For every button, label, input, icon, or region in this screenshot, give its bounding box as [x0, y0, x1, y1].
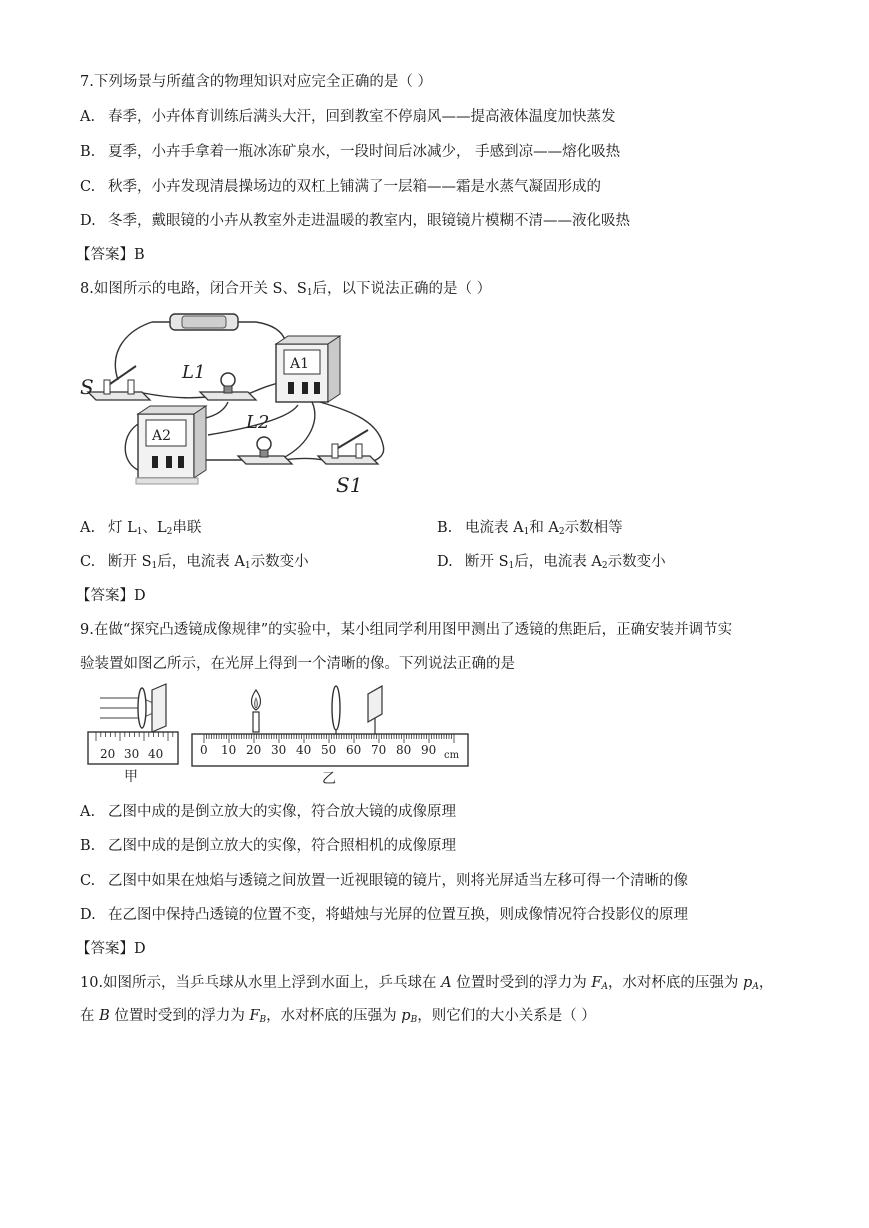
q9-option-a — [80, 802, 456, 822]
option-text: 和 A — [529, 520, 559, 536]
q7-stem: 7.下列场景与所蕴含的物理知识对应完全正确的是（ ） — [80, 74, 432, 90]
subscript: B — [410, 1015, 418, 1025]
figure-jia — [88, 684, 178, 785]
subscript: 1 — [244, 561, 251, 571]
option-text: 夏季，小卉手拿着一瓶冰冻矿泉水，一段时间后冰减少， 手感到凉——熔化吸热 — [108, 144, 621, 160]
q10-stem-line2 — [80, 1006, 596, 1026]
subscript: 2 — [166, 527, 173, 537]
option-label: B. — [437, 520, 453, 536]
option-text: 乙图中成的是倒立放大的实像，符合放大镜的成像原理 — [108, 804, 456, 820]
subscript: 1 — [136, 527, 143, 537]
subscript: 1 — [151, 561, 158, 571]
q10-stem-line1 — [80, 973, 773, 993]
label-l1: L1 — [182, 362, 206, 383]
subscript: 1 — [523, 527, 530, 537]
subscript: A — [752, 982, 759, 992]
yi-tick: 70 — [371, 743, 387, 757]
option-label: C. — [80, 873, 96, 889]
caption-jia: 甲 — [124, 769, 138, 785]
option-text: 断开 S — [465, 554, 509, 570]
subscript: A — [601, 982, 608, 992]
option-label: A. — [80, 109, 96, 125]
q9-stem-line2: 验装置如图乙所示，在光屏上得到一个清晰的像。下列说法正确的是 — [80, 656, 515, 672]
force-symbol: F — [591, 975, 602, 991]
q8-option-a — [80, 518, 201, 538]
option-text: 示数相等 — [564, 520, 623, 536]
subscript: 2 — [558, 527, 565, 537]
position-a: A — [441, 975, 452, 991]
option-text: 乙图中如果在烛焰与透镜之间放置一近视眼镜的镜片，则将光屏适当左移可得一个清晰的像 — [108, 873, 688, 889]
stem-part: 8.如图所示的电路，闭合开关 S、S — [80, 281, 307, 297]
circuit-figure — [78, 310, 398, 498]
yi-tick: 0 — [200, 743, 208, 757]
yi-tick: 50 — [321, 743, 337, 757]
option-text: 秋季，小卉发现清晨操场边的双杠上铺满了一层箱——霜是水蒸气凝固形成的 — [108, 179, 601, 195]
option-text: 后，电流表 A — [514, 554, 602, 570]
jia-tick: 40 — [148, 747, 164, 761]
caption-yi: 乙 — [322, 771, 336, 787]
pressure-symbol: p — [743, 975, 753, 991]
option-text: 冬季，戴眼镜的小卉从教室外走进温暖的教室内，眼镜镜片模糊不清——液化吸热 — [108, 213, 630, 229]
yi-tick: 10 — [221, 743, 237, 757]
stem-part: 10.如图所示，当乒乓球从水里上浮到水面上，乒乓球在 — [80, 975, 442, 991]
option-text: 电流表 A — [465, 520, 524, 536]
stem-part: ，水对杯底的压强为 — [266, 1008, 402, 1024]
figure-yi — [192, 686, 468, 787]
q8-option-b — [437, 518, 623, 538]
stem-part: ， — [758, 975, 774, 991]
stem-part: 位置时受到的浮力为 — [109, 1008, 250, 1024]
yi-tick: 20 — [246, 743, 262, 757]
yi-tick: 60 — [346, 743, 362, 757]
option-label: C. — [80, 179, 96, 195]
option-label: A. — [80, 520, 96, 536]
q7-option-d — [80, 211, 630, 231]
q7-answer: 【答案】B — [76, 247, 145, 263]
q7-option-a — [80, 107, 616, 127]
q8-stem — [80, 279, 491, 299]
stem-part: 位置时受到的浮力为 — [451, 975, 592, 991]
q9-option-c — [80, 871, 688, 891]
q9-answer: 【答案】D — [76, 941, 146, 957]
option-text: 灯 L — [108, 520, 137, 536]
yi-tick: 30 — [271, 743, 287, 757]
option-text: 后，电流表 A — [157, 554, 245, 570]
yi-tick: 80 — [396, 743, 412, 757]
q9-option-d — [80, 905, 688, 925]
option-text: 串联 — [172, 520, 202, 536]
stem-part: 在 — [80, 1008, 100, 1024]
option-text: 、L — [142, 520, 167, 536]
position-b: B — [99, 1008, 110, 1024]
force-symbol: F — [249, 1008, 260, 1024]
subscript: B — [259, 1015, 267, 1025]
label-a1: A1 — [290, 356, 310, 372]
label-s1: S1 — [336, 473, 363, 497]
subscript: 2 — [601, 561, 608, 571]
pressure-symbol: p — [401, 1008, 411, 1024]
yi-tick: 40 — [296, 743, 312, 757]
option-label: D. — [80, 907, 96, 923]
label-l2: L2 — [246, 412, 270, 433]
subscript: 1 — [508, 561, 515, 571]
q8-answer: 【答案】D — [76, 588, 146, 604]
jia-tick: 20 — [100, 747, 116, 761]
stem-part: ，水对杯底的压强为 — [607, 975, 744, 991]
q9-option-b — [80, 836, 456, 856]
yi-tick: 90 — [421, 743, 437, 757]
subscript: 1 — [306, 288, 313, 298]
q9-stem-line1: 9.在做“探究凸透镜成像规律”的实验中，某小组同学利用图甲测出了透镜的焦距后，正确安装并调节实 — [80, 622, 733, 638]
q8-option-c — [80, 552, 309, 572]
option-label: D. — [80, 213, 96, 229]
ruler-unit: cm — [444, 750, 460, 761]
option-label: B. — [80, 144, 96, 160]
label-s: S — [80, 375, 94, 399]
label-a2: A2 — [152, 428, 172, 444]
option-label: D. — [437, 554, 453, 570]
option-label: B. — [80, 838, 96, 854]
option-label: A. — [80, 804, 96, 820]
option-text: 在乙图中保持凸透镜的位置不变，将蜡烛与光屏的位置互换，则成像情况符合投影仪的原理 — [108, 907, 688, 923]
lens-figure — [80, 682, 472, 788]
option-label: C. — [80, 554, 96, 570]
q8-option-d — [437, 552, 666, 572]
q7-option-b — [80, 142, 620, 162]
option-text: 示数变小 — [250, 554, 309, 570]
option-text: 示数变小 — [607, 554, 666, 570]
stem-part: ，则它们的大小关系是（ ） — [417, 1008, 596, 1024]
option-text: 乙图中成的是倒立放大的实像，符合照相机的成像原理 — [108, 838, 456, 854]
option-text: 春季，小卉体育训练后满头大汗，回到教室不停扇风——提高液体温度加快蒸发 — [108, 109, 616, 125]
option-text: 断开 S — [108, 554, 152, 570]
jia-tick: 30 — [124, 747, 140, 761]
q7-option-c — [80, 177, 601, 197]
stem-part: 后，以下说法正确的是（ ） — [312, 281, 492, 297]
